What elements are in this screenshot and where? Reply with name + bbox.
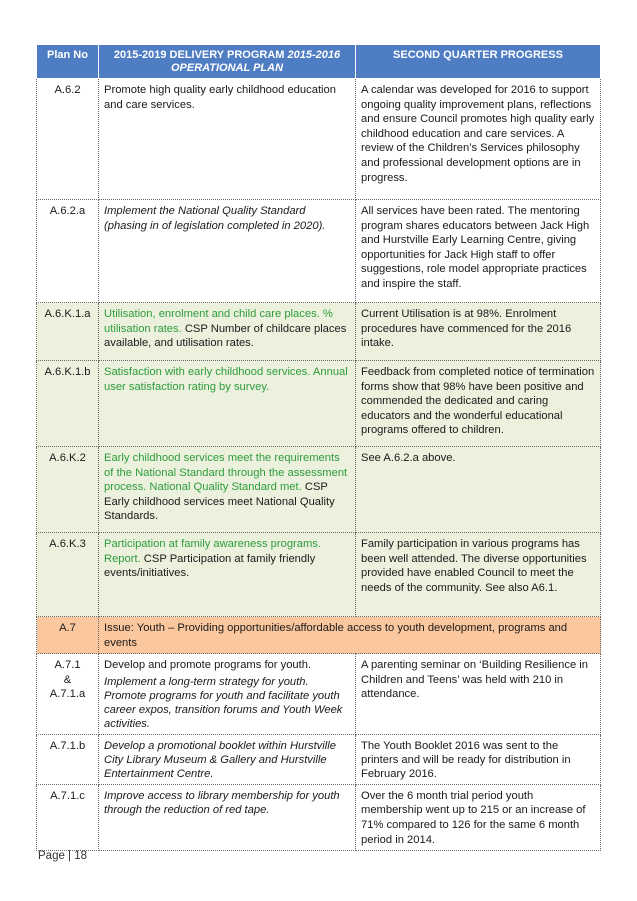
table-row (37, 303, 601, 361)
plan-code: A.7.1.c (37, 784, 99, 850)
table-row (37, 654, 601, 735)
table-row (37, 734, 601, 784)
plan-code: A.6.2.a (37, 200, 99, 303)
plan-text (99, 447, 356, 533)
table-row (37, 533, 601, 617)
page-number: Page | 18 (38, 850, 88, 862)
plan-code: A.6.K.3 (37, 533, 99, 617)
kpi-text: Participation at family awareness programs. Report. (104, 538, 322, 565)
csp-text: CSP Number of childcare places available, and utilisation rates. (104, 322, 347, 350)
kpi-text: Utilisation, enrolment and child care places. % utilisation rates. (104, 308, 333, 335)
plan-text (99, 654, 356, 735)
csp-text: CSP Early childhood services meet National Quality Standards. (104, 481, 335, 523)
progress-text: All services have been rated. The mentoring program shares educators between Jack High and Hurstville Early Learning Centre, giving opportunities for Jack High staff to offer suggestions, role model appropriate practices and inspire the staff. (356, 200, 601, 303)
header-plan-no: Plan No (37, 45, 99, 79)
progress-text: The Youth Booklet 2016 was sent to the printers and will be ready for distribution in February 2016. (356, 734, 601, 784)
table-header-row (37, 45, 601, 79)
plan-code: A.6.K.1.a (37, 303, 99, 361)
progress-text: A parenting seminar on ‘Building Resilience in Children and Teens’ was held with 210 in attendance. (356, 654, 601, 735)
table-row (37, 784, 601, 850)
plan-code-b: A.7.1.a (49, 688, 86, 701)
plan-code-a: A.7.1 (54, 659, 81, 672)
plan-text: Improve access to library membership for youth through the reduction of red tape. (99, 784, 356, 850)
progress-text: Current Utilisation is at 98%. Enrolment procedures have commenced for the 2016 intake. (356, 303, 601, 361)
header-delivery-program (99, 45, 356, 79)
progress-text: Feedback from completed notice of termination forms show that 98% have been positive and commended the dedicated and caring educators and the wonderful educational programs offered to children. (356, 361, 601, 447)
plan-text: Develop a promotional booklet within Hurstville City Library Museum & Gallery and Hurstville Entertainment Centre. (99, 734, 356, 784)
plan-text (99, 361, 356, 447)
plan-code-ampersand: & (63, 673, 72, 686)
plan-code: A.7.1.b (37, 734, 99, 784)
progress-text: Over the 6 month trial period youth membership went up to 215 or an increase of 71% compared to 126 for the same 6 month period in 2014. (356, 784, 601, 850)
table-row (37, 200, 601, 303)
table-row (37, 79, 601, 200)
kpi-text: Early childhood services meet the requirements of the National Standard through the assessment process. National Quality Standard met. (104, 452, 348, 494)
progress-text: See A.6.2.a above. (356, 447, 601, 533)
delivery-program-table (36, 44, 601, 851)
plan-code: A.6.K.2 (37, 447, 99, 533)
issue-code: A.7 (37, 617, 99, 654)
plan-code: A.6.2 (37, 79, 99, 200)
plan-text (99, 533, 356, 617)
plan-code (37, 654, 99, 735)
table-row (37, 361, 601, 447)
csp-text: CSP Participation at family friendly events/initiatives. (104, 552, 316, 580)
plan-code: A.6.K.1.b (37, 361, 99, 447)
table-row (37, 447, 601, 533)
header-delivery-title: 2015-2019 DELIVERY PROGRAM (113, 49, 288, 61)
header-progress: SECOND QUARTER PROGRESS (356, 45, 601, 79)
progress-text: Family participation in various programs has been well attended. The diverse opportunities provided have enabled Council to meet the needs of the community. See also A6.1. (356, 533, 601, 617)
issue-text: Issue: Youth – Providing opportunities/affordable access to youth development, programs and events (99, 617, 601, 654)
header-operational-plan: 2015-2016 OPERATIONAL PLAN (170, 49, 341, 74)
plan-text-italic: Implement a long-term strategy for youth. Promote programs for youth and facilitate youth career expos, transition forums and Youth Week activities. (104, 675, 343, 730)
progress-text: A calendar was developed for 2016 to support ongoing quality improvement plans, reflections and ensure Council promotes high quality early childhood education and care services. A review of the Children’s Services philosophy and professional development options are in progress. (356, 79, 601, 200)
plan-text: Implement the National Quality Standard (phasing in of legislation completed in 2020). (99, 200, 356, 303)
issue-row (37, 617, 601, 654)
plan-text (99, 303, 356, 361)
kpi-text: Satisfaction with early childhood services. Annual user satisfaction rating by survey. (104, 366, 348, 393)
plan-text-main: Develop and promote programs for youth. (104, 659, 312, 672)
plan-text: Promote high quality early childhood education and care services. (99, 79, 356, 200)
